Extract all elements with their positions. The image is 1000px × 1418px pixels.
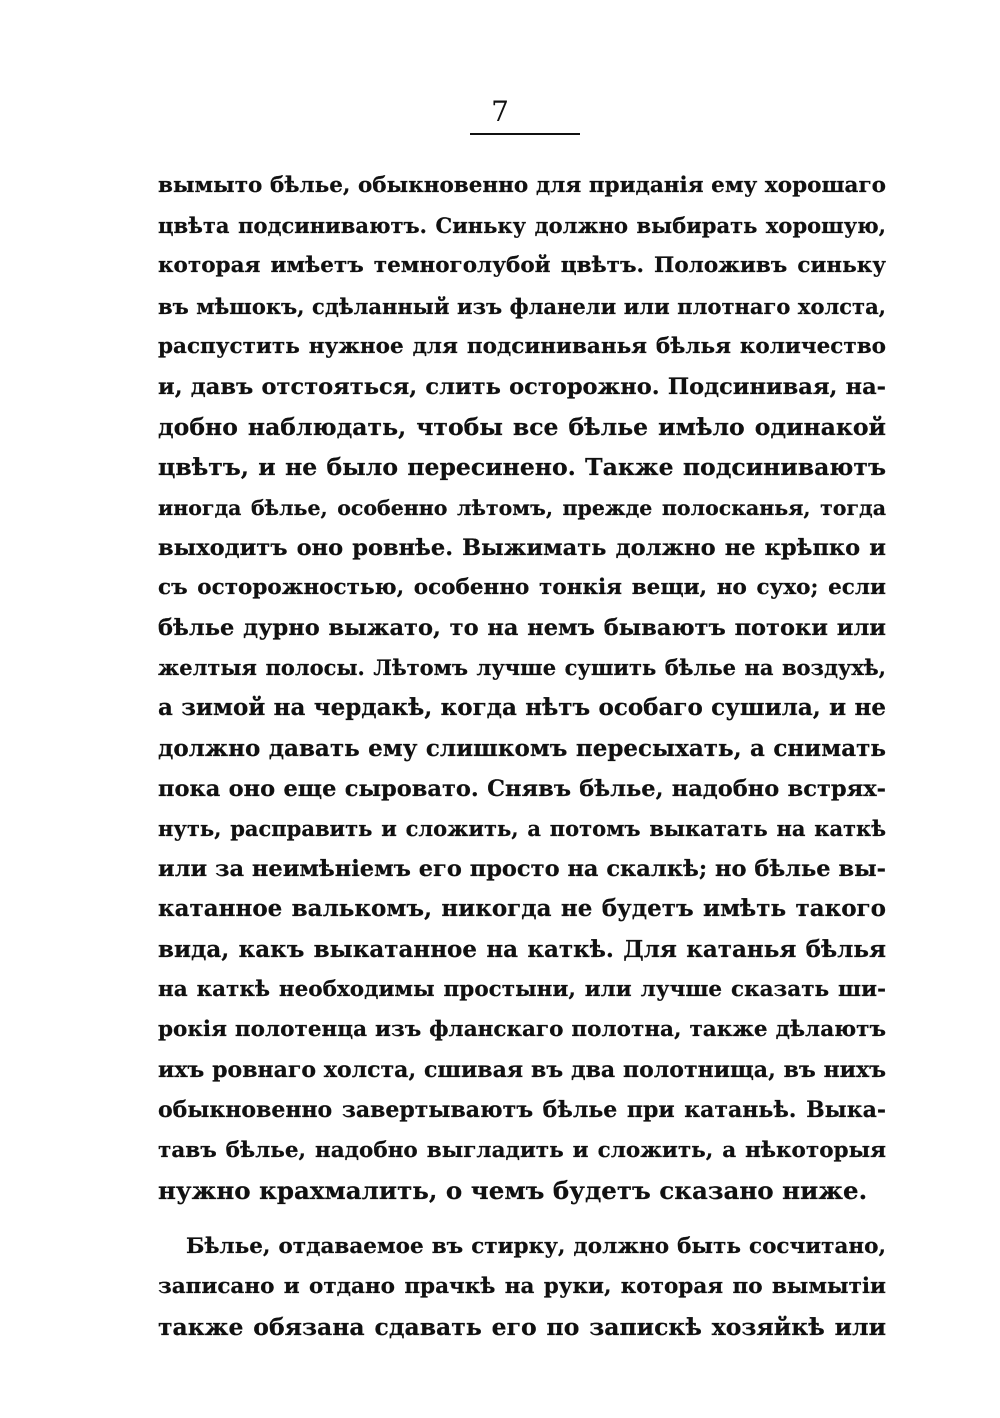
text-line: распустить нужное для подсиниванья бѣлья количество [158,333,886,359]
text-line: желтыя полосы. Лѣтомъ лучше сушить бѣлье на воздухѣ, [158,655,886,681]
paragraph-gap [158,1211,886,1227]
text-line: рокія полотенца изъ фланскаго полотна, также дѣлаютъ [158,1016,886,1042]
text-line: тавъ бѣлье, надобно выгладить и сложить, а нѣкоторыя [158,1137,886,1163]
text-line: пока оно еще сыровато. Снявъ бѣлье, надобно встрях- [158,775,886,802]
text-line: нуть, расправить и сложить, а потомъ выкатать на каткѣ [158,816,886,841]
page-number: 7 [491,95,509,128]
text-line: бѣлье дурно выжато, то на немъ бываютъ потоки или [158,615,886,642]
text-line: которая имѣетъ темноголубой цвѣтъ. Положивъ синьку [158,253,886,279]
text-line: цвѣта подсиниваютъ. Синьку должно выбирать хорошую, [158,213,886,239]
text-line: ихъ ровнаго холста, сшивая въ два полотнища, въ нихъ [158,1057,886,1084]
text-line: на каткѣ необходимы простыни, или лучше сказать ши- [158,976,886,1002]
text-line: или за неимѣніемъ его просто на скалкѣ; но бѣлье вы- [158,856,886,883]
text-line: съ осторожностью, особенно тонкія вещи, но сухо; если [158,574,886,600]
text-line: катанное валькомъ, никогда не будетъ имѣть такого [158,895,886,923]
text-line: Бѣлье, отдаваемое въ стирку, должно быть сосчитано, [186,1233,886,1259]
text-line: также обязана сдавать его по запискѣ хозяйкѣ или [158,1313,886,1342]
text-line: вымыто бѣлье, обыкновенно для приданія ему хорошаго [158,173,886,198]
text-line: а зимой на чердакѣ, когда нѣтъ особаго сушила, и не [158,694,886,722]
header-rule [470,133,580,135]
text-line: нужно крахмалить, о чемъ будетъ сказано ниже. [158,1175,868,1205]
text-line: добно наблюдать, чтобы все бѣлье имѣло одинакой [158,413,886,442]
text-line: вида, какъ выкатанное на каткѣ. Для катанья бѣлья [158,935,886,963]
text-line: въ мѣшокъ, сдѣланный изъ фланели или плотнаго холста, [158,293,886,319]
text-line: обыкновенно завертываютъ бѣлье при катаньѣ. Выка- [158,1097,886,1124]
text-line: записано и отдано прачкѣ на руки, которая по вымытіи [158,1274,886,1300]
text-line: должно давать ему слишкомъ пересыхать, а снимать [158,734,886,762]
body-text [158,166,886,1347]
text-line: выходитъ оно ровнѣе. Выжимать должно не крѣпко и [158,534,886,561]
text-line: иногда бѣлье, особенно лѣтомъ, прежде полосканья, тогда [158,495,886,520]
paragraph-1 [158,166,886,1211]
text-line: и, давъ отстояться, слить осторожно. Подсинивая, на- [158,373,886,400]
text-line: цвѣтъ, и не было пересинено. Также подсиниваютъ [158,453,886,482]
paragraph-2 [158,1227,886,1348]
